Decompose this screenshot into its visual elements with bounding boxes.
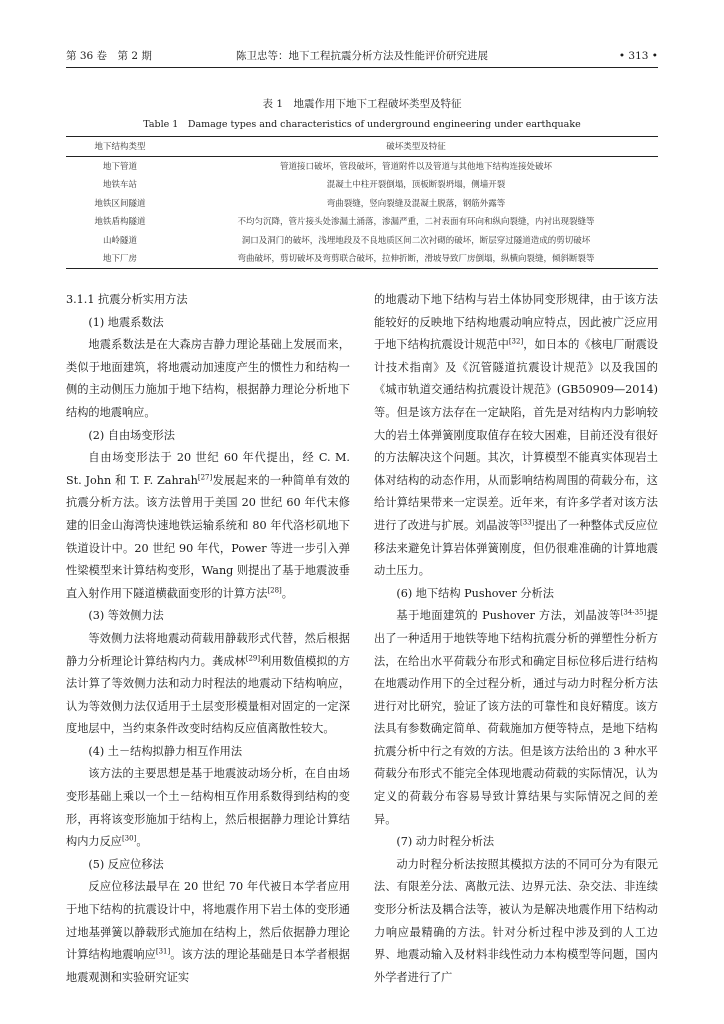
method-heading-free-field: (2) 自由场变形法 <box>88 428 175 442</box>
paragraph-time-history: 动力时程分析法按照其模拟方法的不同可分为有限元法、有限差分法、离散元法、边界元法、杂交法、非连续变形分析法及耦合法等，被认为是解决地震作用下结构动力响应最精确的方法。针对分析过程中涉及到的人工边界、地震动输入及材料非线性动力本构模型等问题，国内外学者进行了广 <box>374 857 658 984</box>
journal-volume-issue: 第 36 卷 第 2 期 <box>66 50 152 62</box>
table-cell-structure: 地下厂房 <box>102 254 137 265</box>
citation: [30] <box>121 834 137 843</box>
method-heading-seismic-coefficient: (1) 地震系数法 <box>88 315 164 329</box>
method-heading-pushover: (6) 地下结构 Pushover 分析法 <box>396 586 554 600</box>
header-rule <box>66 67 658 68</box>
table-row <box>66 249 658 268</box>
paragraph-equivalent-lateral-force: 等效侧力法将地震动荷载用静载形式代替，然后根据静力分析理论计算结构内力。龚成林[29]利用数值模拟的方法计算了等效侧力法和动力时程法的地震动下结构响应，认为等效侧力法仅适用于土层变形模量相对固定的一定深度地层中，当约束条件改变时结构反应值离散性较大。 <box>66 631 350 736</box>
column-header-structure-type: 地下结构类型 <box>94 142 146 153</box>
table-cell-damage: 混凝土中柱开裂倒塌，顶板断裂坍塌，侧墙开裂 <box>326 180 506 191</box>
citation: [27] <box>197 473 213 482</box>
table-caption-en: Table 1 Damage types and characteristics of underground engineering under earthquake <box>143 119 581 130</box>
table-row <box>66 231 658 250</box>
table-cell-damage: 弯曲破坏，剪切破坏及弯剪联合破坏，拉伸折断，滑坡导致厂房倒塌，纵横向裂缝，倾斜断裂等 <box>237 254 595 265</box>
page-number: • 313 • <box>618 50 658 62</box>
table-row <box>66 194 658 213</box>
right-text-column <box>374 289 658 989</box>
paragraph-free-field: 自由场变形法于 20 世纪 60 年代提出，经 C. M. St. John 和 T. F. Zahrah[27]发展起来的一种简单有效的抗震分析方法。该方法曾用于美国 20 世纪 60 年代末修建的旧金山海湾快速地铁运输系统和 80 年代洛杉矶地下铁道设计中。20 世纪 90 年代，Power 等进一步引入弹性梁模型来计算结构变形，Wang 则提出了基于地震波垂直入射作用下隧道横截面变形的计算方法[28]。 <box>66 451 350 600</box>
table-cell-structure: 地下管道 <box>102 161 137 172</box>
citation: [33] <box>520 518 535 527</box>
paragraph-seismic-coefficient: 地震系数法是在大森房吉静力理论基础上发展而来，类似于地面建筑，将地震动加速度产生的惯性力和结构一侧的主动侧压力施加于地下结构，根据静力理论分析地下结构的地震响应。 <box>66 338 350 419</box>
table-cell-structure: 地铁盾构隧道 <box>94 217 146 228</box>
table-row <box>66 156 658 175</box>
method-heading-soil-structure: (4) 土－结构拟静力相互作用法 <box>88 744 243 758</box>
citation: [31] <box>155 947 171 956</box>
table-row <box>66 212 658 231</box>
method-heading-time-history: (7) 动力时程分析法 <box>396 835 495 849</box>
paragraph-response-displacement-cont: 的地震动下地下结构与岩土体协同变形规律，由于该方法能较好的反映地下结构地震动响应特点，因此被广泛应用于地下结构抗震设计规范中[32]，如日本的《核电厂耐震设计技术指南》及《沉管隧道抗震设计规范》以及我国的《城市轨道交通结构抗震设计规范》(GB50909—2014)等。但是该方法存在一定缺陷，首先是对结构内力影响较大的岩土体弹簧刚度取值存在较大困难，目前还没有很好的方法解决这个问题。其次，计算模型不能真实体现岩土体对结构的动态作用，从而影响结构周围的荷载分布，这给计算结果带来一定误差。近年来，有许多学者对该方法进行了改进与扩展。刘晶波等[33]提出了一种整体式反应位移法来避免计算岩体弹簧刚度，但仍很难准确的计算地震动土压力。 <box>374 293 658 578</box>
article-running-title: 陈卫忠等：地下工程抗震分析方法及性能评价研究进展 <box>236 50 488 62</box>
method-heading-response-displacement: (5) 反应位移法 <box>88 857 164 871</box>
running-header <box>66 48 658 64</box>
citation: [28] <box>267 585 282 594</box>
table-cell-structure: 地铁车站 <box>102 180 137 191</box>
paragraph-response-displacement: 反应位移法最早在 20 世纪 70 年代被日本学者应用于地下结构的抗震设计中，将地震作用下岩土体的变形通过地基弹簧以静载形式施加在结构上，然后依据静力理论计算结构地震响应[31]。该方法的理论基础是日本学者根据地震观测和实验研究证实 <box>66 880 350 984</box>
column-header-damage-characteristics: 破坏类型及特征 <box>386 142 446 153</box>
citation: [32] <box>508 337 524 346</box>
table-row <box>66 175 658 194</box>
section-heading: 3.1.1 抗震分析实用方法 <box>66 293 188 306</box>
citation: [29] <box>245 653 261 662</box>
citation: [34-35] <box>620 608 647 617</box>
table-caption-cn: 表 1 地震作用下地下工程破坏类型及特征 <box>262 98 462 110</box>
method-heading-equivalent-lateral-force: (3) 等效侧力法 <box>88 609 164 623</box>
table-cell-damage: 不均匀沉降，管片接头处渗漏土涌落，渗漏严重，二衬表面有环向和纵向裂缝，内衬出现裂缝等 <box>237 217 595 228</box>
damage-types-table <box>66 136 658 269</box>
table-cell-structure: 地铁区间隧道 <box>94 198 146 209</box>
paragraph-soil-structure: 该方法的主要思想是基于地震波动场分析，在自由场变形基础上乘以一个土－结构相互作用系数得到结构的变形，再将该变形施加于结构上，然后根据静力理论计算结构内力反应[30]。 <box>66 767 350 849</box>
paragraph-pushover: 基于地面建筑的 Pushover 方法，刘晶波等[34-35]提出了一种适用于地铁等地下结构抗震分析的弹塑性分析方法，在给出水平荷载分布形式和确定目标位移后进行结构在地震动作用下的全过程分析，通过与动力时程分析方法进行对比研究，验证了该方法的可靠性和良好精度。该方法具有参数确定简单、荷载施加方便等特点，是地下结构抗震分析中行之有效的方法。但是该方法给出的 3 种水平荷载分布形式不能完全体现地震动荷载的实际情况，认为定义的荷载分布容易导致计算结果与实际情况之间的差异。 <box>374 608 658 826</box>
table-cell-damage: 洞口及洞门的破坏，浅埋地段及不良地质区间二次衬砌的破坏，断层穿过隧道造成的剪切破坏 <box>241 235 591 246</box>
table-cell-damage: 管道接口破坏，管段破坏，管道附件以及管道与其他地下结构连接处破坏 <box>279 161 552 172</box>
table-header-row <box>66 137 658 157</box>
left-text-column <box>66 289 350 989</box>
table-cell-damage: 弯曲裂缝，竖向裂缝及混凝土脱落，钢筋外露等 <box>326 198 506 209</box>
table-cell-structure: 山岭隧道 <box>102 235 137 246</box>
